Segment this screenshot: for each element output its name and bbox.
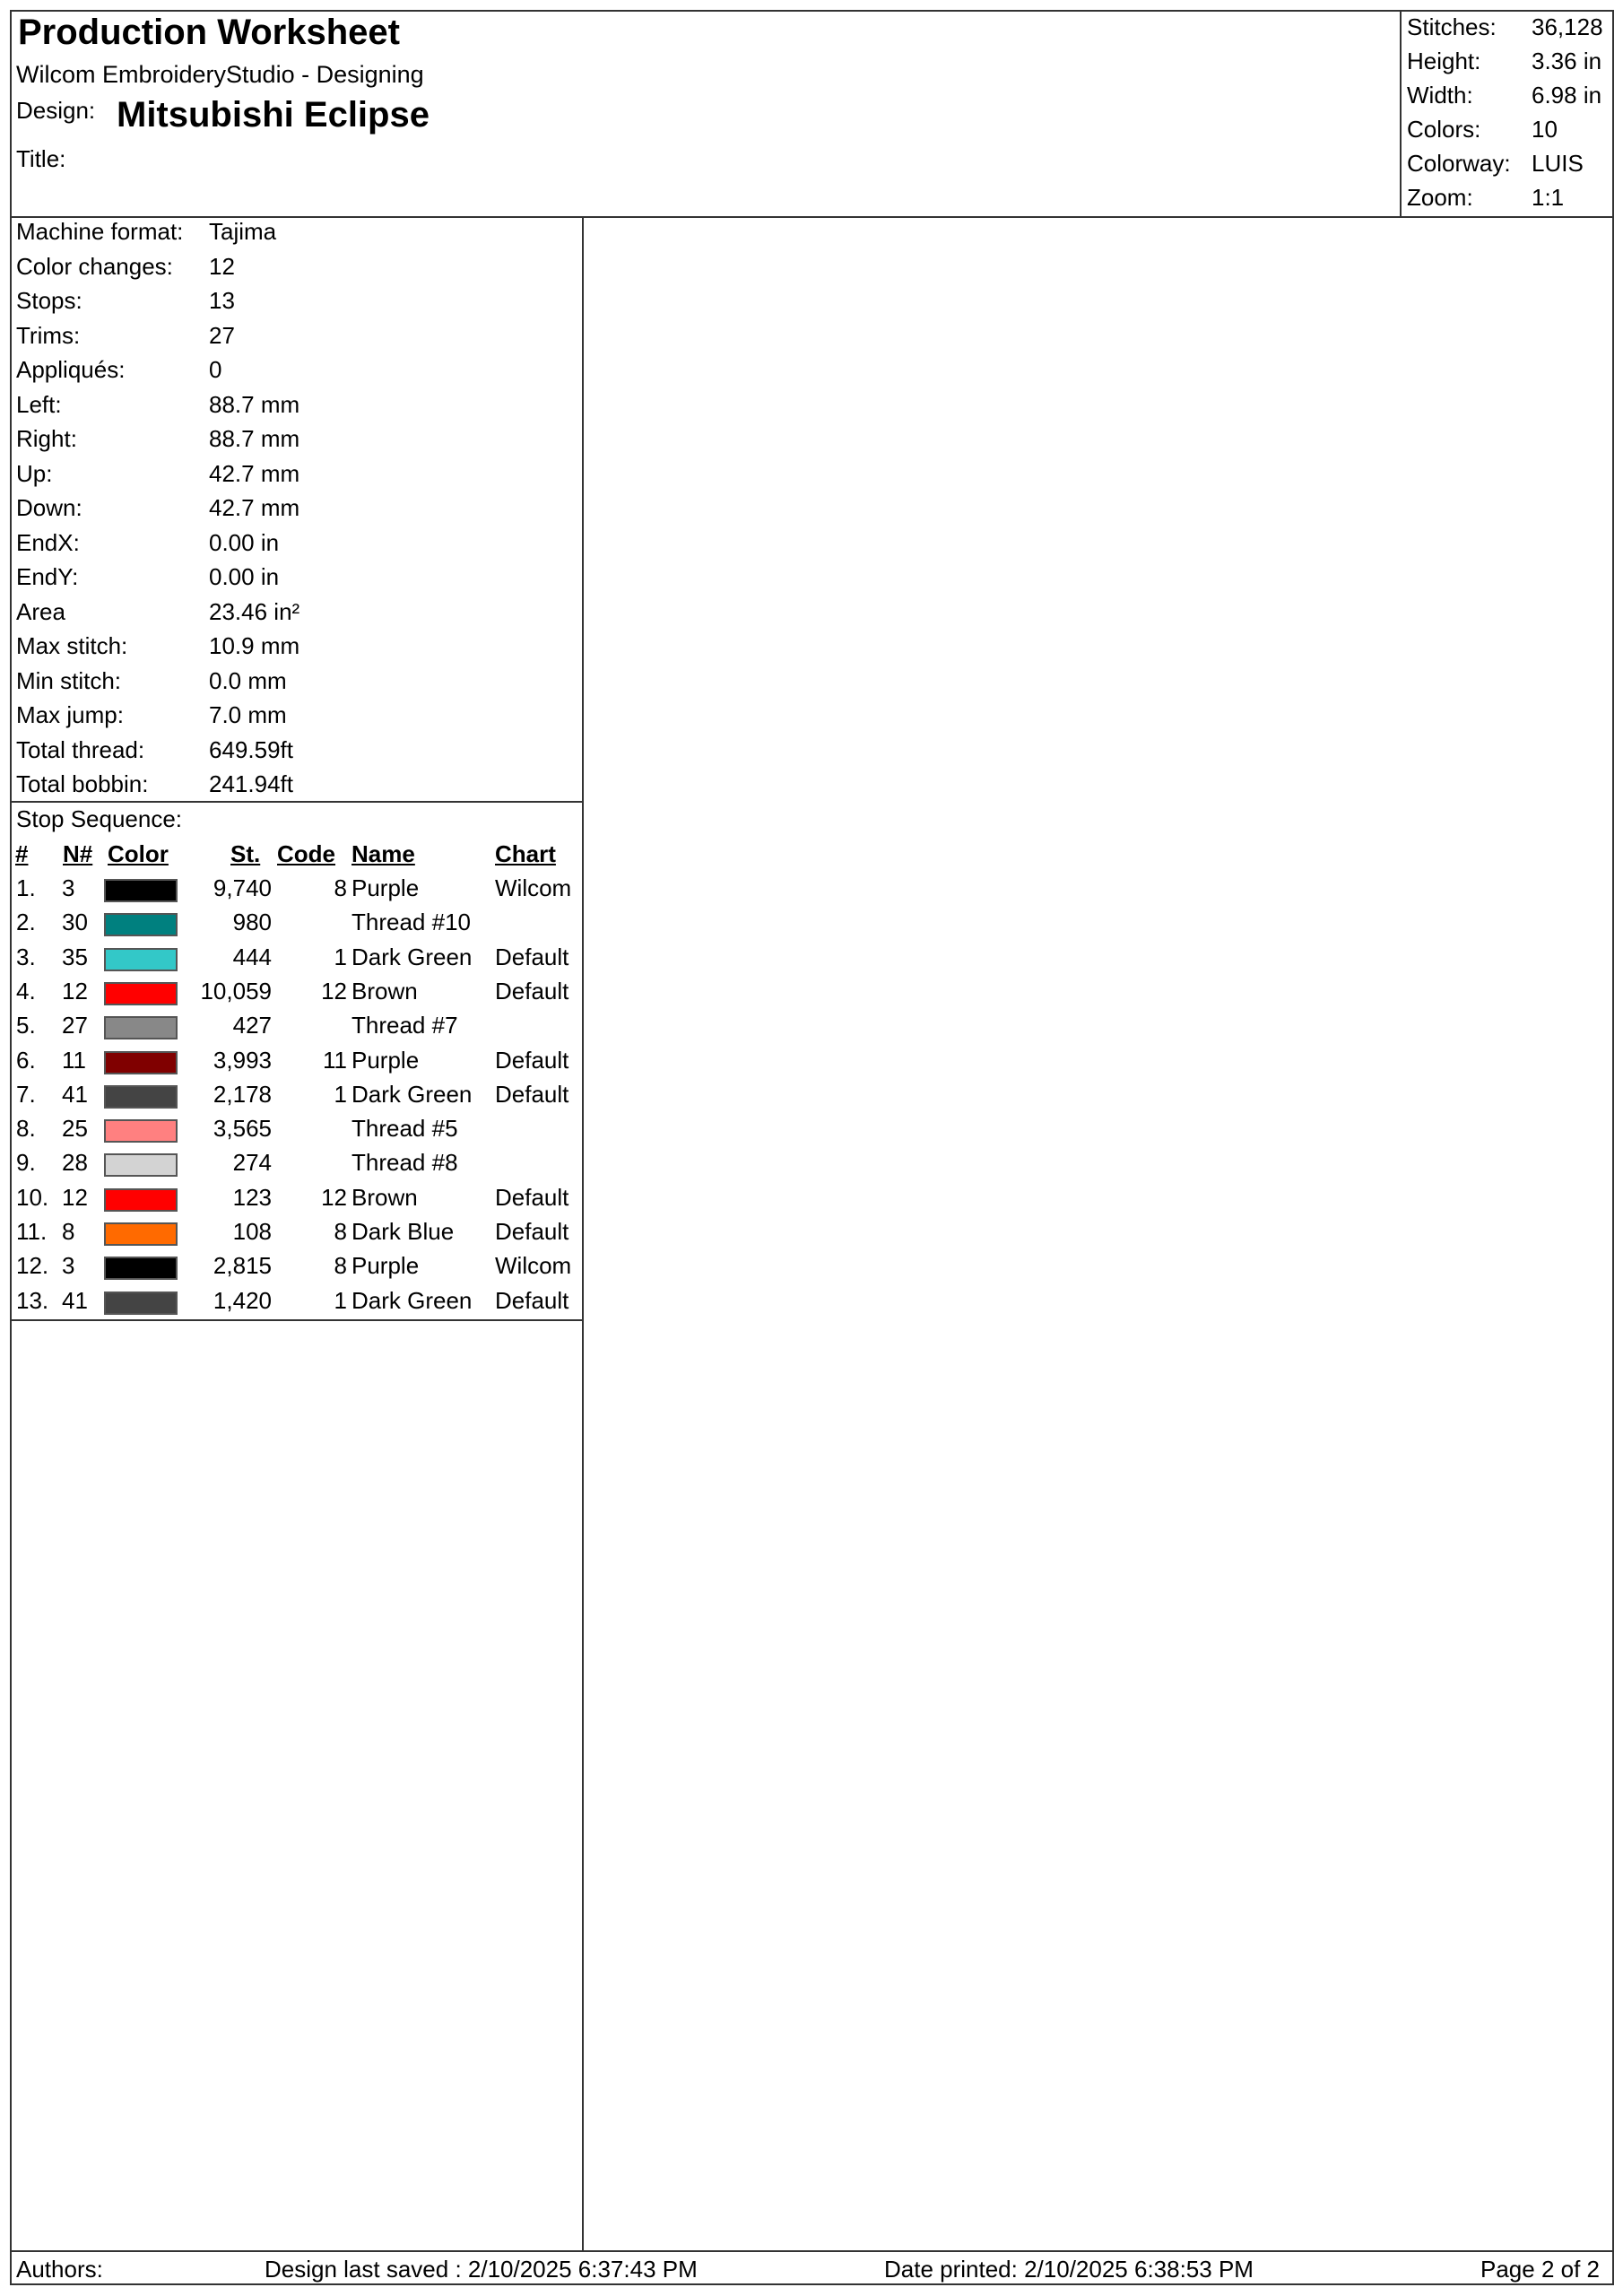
row-thread-name: Thread #5 [352,1115,458,1143]
summary-label: Height: [1407,48,1481,74]
row-index: 1. [16,874,36,901]
stat-value: 27 [209,321,235,349]
stat-row [16,287,572,321]
row-stitches: 3,993 [213,1046,272,1074]
stat-value: 42.7 mm [209,459,300,487]
row-index: 5. [16,1012,36,1039]
summary-label: Stitches: [1407,13,1497,40]
row-needle: 12 [62,977,88,1004]
row-needle: 25 [62,1115,88,1143]
row-thread-name: Purple [352,1252,420,1280]
table-row [10,1081,584,1115]
row-thread-name: Purple [352,874,420,901]
stats-divider [10,801,584,803]
row-needle: 41 [62,1080,88,1108]
stat-value: 649.59ft [209,735,293,763]
stop-sequence-title: Stop Sequence: [16,805,183,832]
row-thread-name: Thread #10 [352,909,471,936]
row-stitches: 274 [232,1149,272,1177]
row-index: 9. [16,1149,36,1177]
table-divider [10,1319,584,1321]
row-chart: Default [495,1080,569,1108]
col-header-stitches: St. [230,840,261,867]
col-header-needle: N# [63,840,93,867]
stat-row [16,391,572,425]
table-row [10,978,584,1012]
design-name: Mitsubishi Eclipse [117,95,430,135]
summary-row-zoom [1402,184,1616,218]
summary-value: 6.98 in [1532,82,1602,109]
table-row [10,1149,584,1183]
summary-label: Colorway: [1407,150,1511,177]
table-row [10,1252,584,1286]
row-needle: 41 [62,1286,88,1314]
row-index: 3. [16,943,36,970]
stat-label: Machine format: [16,218,184,245]
row-stitches: 2,815 [213,1252,272,1280]
row-chart: Default [495,1286,569,1314]
stat-row [16,770,572,804]
table-row [10,1218,584,1252]
stat-value: 0.00 in [209,528,280,556]
summary-row-height [1402,48,1616,82]
stat-value: 13 [209,287,235,314]
row-stitches: 2,178 [213,1080,272,1108]
row-code: 1 [334,943,347,970]
stat-label: Up: [16,459,53,487]
row-thread-name: Purple [352,1046,420,1074]
row-chart: Default [495,943,569,970]
row-chart: Default [495,1183,569,1211]
software-name: Wilcom EmbroideryStudio - Designing [16,61,424,88]
row-index: 2. [16,909,36,936]
stat-value: 88.7 mm [209,390,300,418]
row-index: 8. [16,1115,36,1143]
summary-label: Zoom: [1407,184,1473,211]
row-stitches: 10,059 [200,977,272,1004]
summary-row-colorway [1402,150,1616,184]
table-row [10,1184,584,1218]
summary-box [1400,10,1614,216]
stat-row [16,425,572,459]
stat-label: Total thread: [16,735,145,763]
row-code: 8 [334,1252,347,1280]
stat-label: Appliqués: [16,356,126,383]
table-row [10,909,584,943]
row-chart: Wilcom [495,1252,572,1280]
row-chart: Default [495,1218,569,1245]
stat-label: Left: [16,390,62,418]
row-thread-name: Dark Green [352,1080,473,1108]
stat-value: 0 [209,356,222,383]
row-index: 11. [16,1218,48,1245]
col-header-index: # [15,840,29,867]
summary-row-width [1402,82,1616,116]
row-index: 7. [16,1080,36,1108]
stat-row [16,563,572,597]
stat-label: EndX: [16,528,80,556]
row-chart: Default [495,977,569,1004]
row-code: 1 [334,1286,347,1314]
row-thread-name: Dark Green [352,1286,473,1314]
summary-value: LUIS [1532,150,1584,177]
row-thread-name: Brown [352,1183,418,1211]
row-chart: Default [495,1046,569,1074]
stat-label: Max jump: [16,701,124,728]
row-stitches: 123 [232,1183,272,1211]
row-needle: 28 [62,1149,88,1177]
summary-value: 36,128 [1532,13,1603,40]
stat-value: 0.0 mm [209,666,287,694]
stat-row [16,529,572,563]
row-index: 13. [16,1286,49,1314]
stat-label: Total bobbin: [16,770,149,797]
table-row [10,944,584,978]
row-code: 8 [334,1218,347,1245]
row-needle: 27 [62,1012,88,1039]
stat-label: Max stitch: [16,632,128,659]
footer-divider [10,2250,1614,2252]
stat-value: 10.9 mm [209,632,300,659]
row-thread-name: Brown [352,977,418,1004]
row-needle: 3 [62,1252,75,1280]
row-needle: 30 [62,909,88,936]
stat-row [16,218,572,252]
col-header-chart: Chart [495,840,556,867]
stat-value: 42.7 mm [209,494,300,521]
row-stitches: 444 [232,943,272,970]
row-code: 8 [334,874,347,901]
stat-row [16,598,572,632]
row-code: 12 [321,977,347,1004]
row-stitches: 1,420 [213,1286,272,1314]
row-code: 1 [334,1080,347,1108]
design-label: Design: [16,97,96,124]
stat-row [16,632,572,666]
row-needle: 3 [62,874,75,901]
table-row [10,1287,584,1321]
summary-value: 3.36 in [1532,48,1602,74]
stat-value: 23.46 in² [209,597,300,625]
row-index: 4. [16,977,36,1004]
stat-row [16,736,572,770]
table-row [10,1012,584,1046]
row-stitches: 108 [232,1218,272,1245]
row-index: 12. [16,1252,49,1280]
stat-row [16,460,572,494]
stat-value: 12 [209,252,235,280]
stat-value: 7.0 mm [209,701,287,728]
col-header-name: Name [352,840,415,867]
table-row [10,874,584,909]
row-thread-name: Thread #7 [352,1012,458,1039]
row-needle: 12 [62,1183,88,1211]
row-stitches: 9,740 [213,874,272,901]
stat-label: Right: [16,425,77,452]
footer-date-printed: Date printed: 2/10/2025 6:38:53 PM [884,2256,1254,2283]
stat-row [16,494,572,528]
row-thread-name: Dark Blue [352,1218,455,1245]
col-header-color: Color [108,840,169,867]
stat-label: Min stitch: [16,666,122,694]
summary-value: 10 [1532,116,1558,143]
row-index: 6. [16,1046,36,1074]
footer-authors: Authors: [16,2256,103,2283]
row-needle: 11 [62,1046,86,1074]
stat-row [16,356,572,390]
stat-label: Down: [16,494,82,521]
summary-row-colors [1402,116,1616,150]
stat-row [16,322,572,356]
table-row [10,1047,584,1081]
row-needle: 35 [62,943,88,970]
stat-row [16,667,572,701]
stat-row [16,701,572,735]
stat-value: 88.7 mm [209,425,300,452]
row-index: 10. [16,1183,49,1211]
row-stitches: 3,565 [213,1115,272,1143]
stat-value: 241.94ft [209,770,293,797]
row-thread-name: Dark Green [352,943,473,970]
row-stitches: 980 [232,909,272,936]
stat-label: Color changes: [16,252,173,280]
stat-label: Stops: [16,287,82,314]
summary-value: 1:1 [1532,184,1565,211]
row-needle: 8 [62,1218,75,1245]
title-label: Title: [16,145,66,172]
summary-label: Colors: [1407,116,1481,143]
row-chart: Wilcom [495,874,572,901]
summary-label: Width: [1407,82,1473,109]
row-code: 11 [323,1046,347,1074]
stat-value: 0.00 in [209,563,280,590]
stat-row [16,253,572,287]
summary-row-stitches [1402,13,1616,48]
table-row [10,1115,584,1149]
page-title: Production Worksheet [18,13,400,52]
stat-label: Area [16,597,65,625]
footer-last-saved: Design last saved : 2/10/2025 6:37:43 PM [265,2256,698,2283]
stat-value: Tajima [209,218,277,245]
row-code: 12 [321,1183,347,1211]
row-thread-name: Thread #8 [352,1149,458,1177]
col-header-code: Code [277,840,335,867]
stat-label: EndY: [16,563,79,590]
footer-page-number: Page 2 of 2 [1480,2256,1600,2283]
row-stitches: 427 [232,1012,272,1039]
stat-label: Trims: [16,321,81,349]
